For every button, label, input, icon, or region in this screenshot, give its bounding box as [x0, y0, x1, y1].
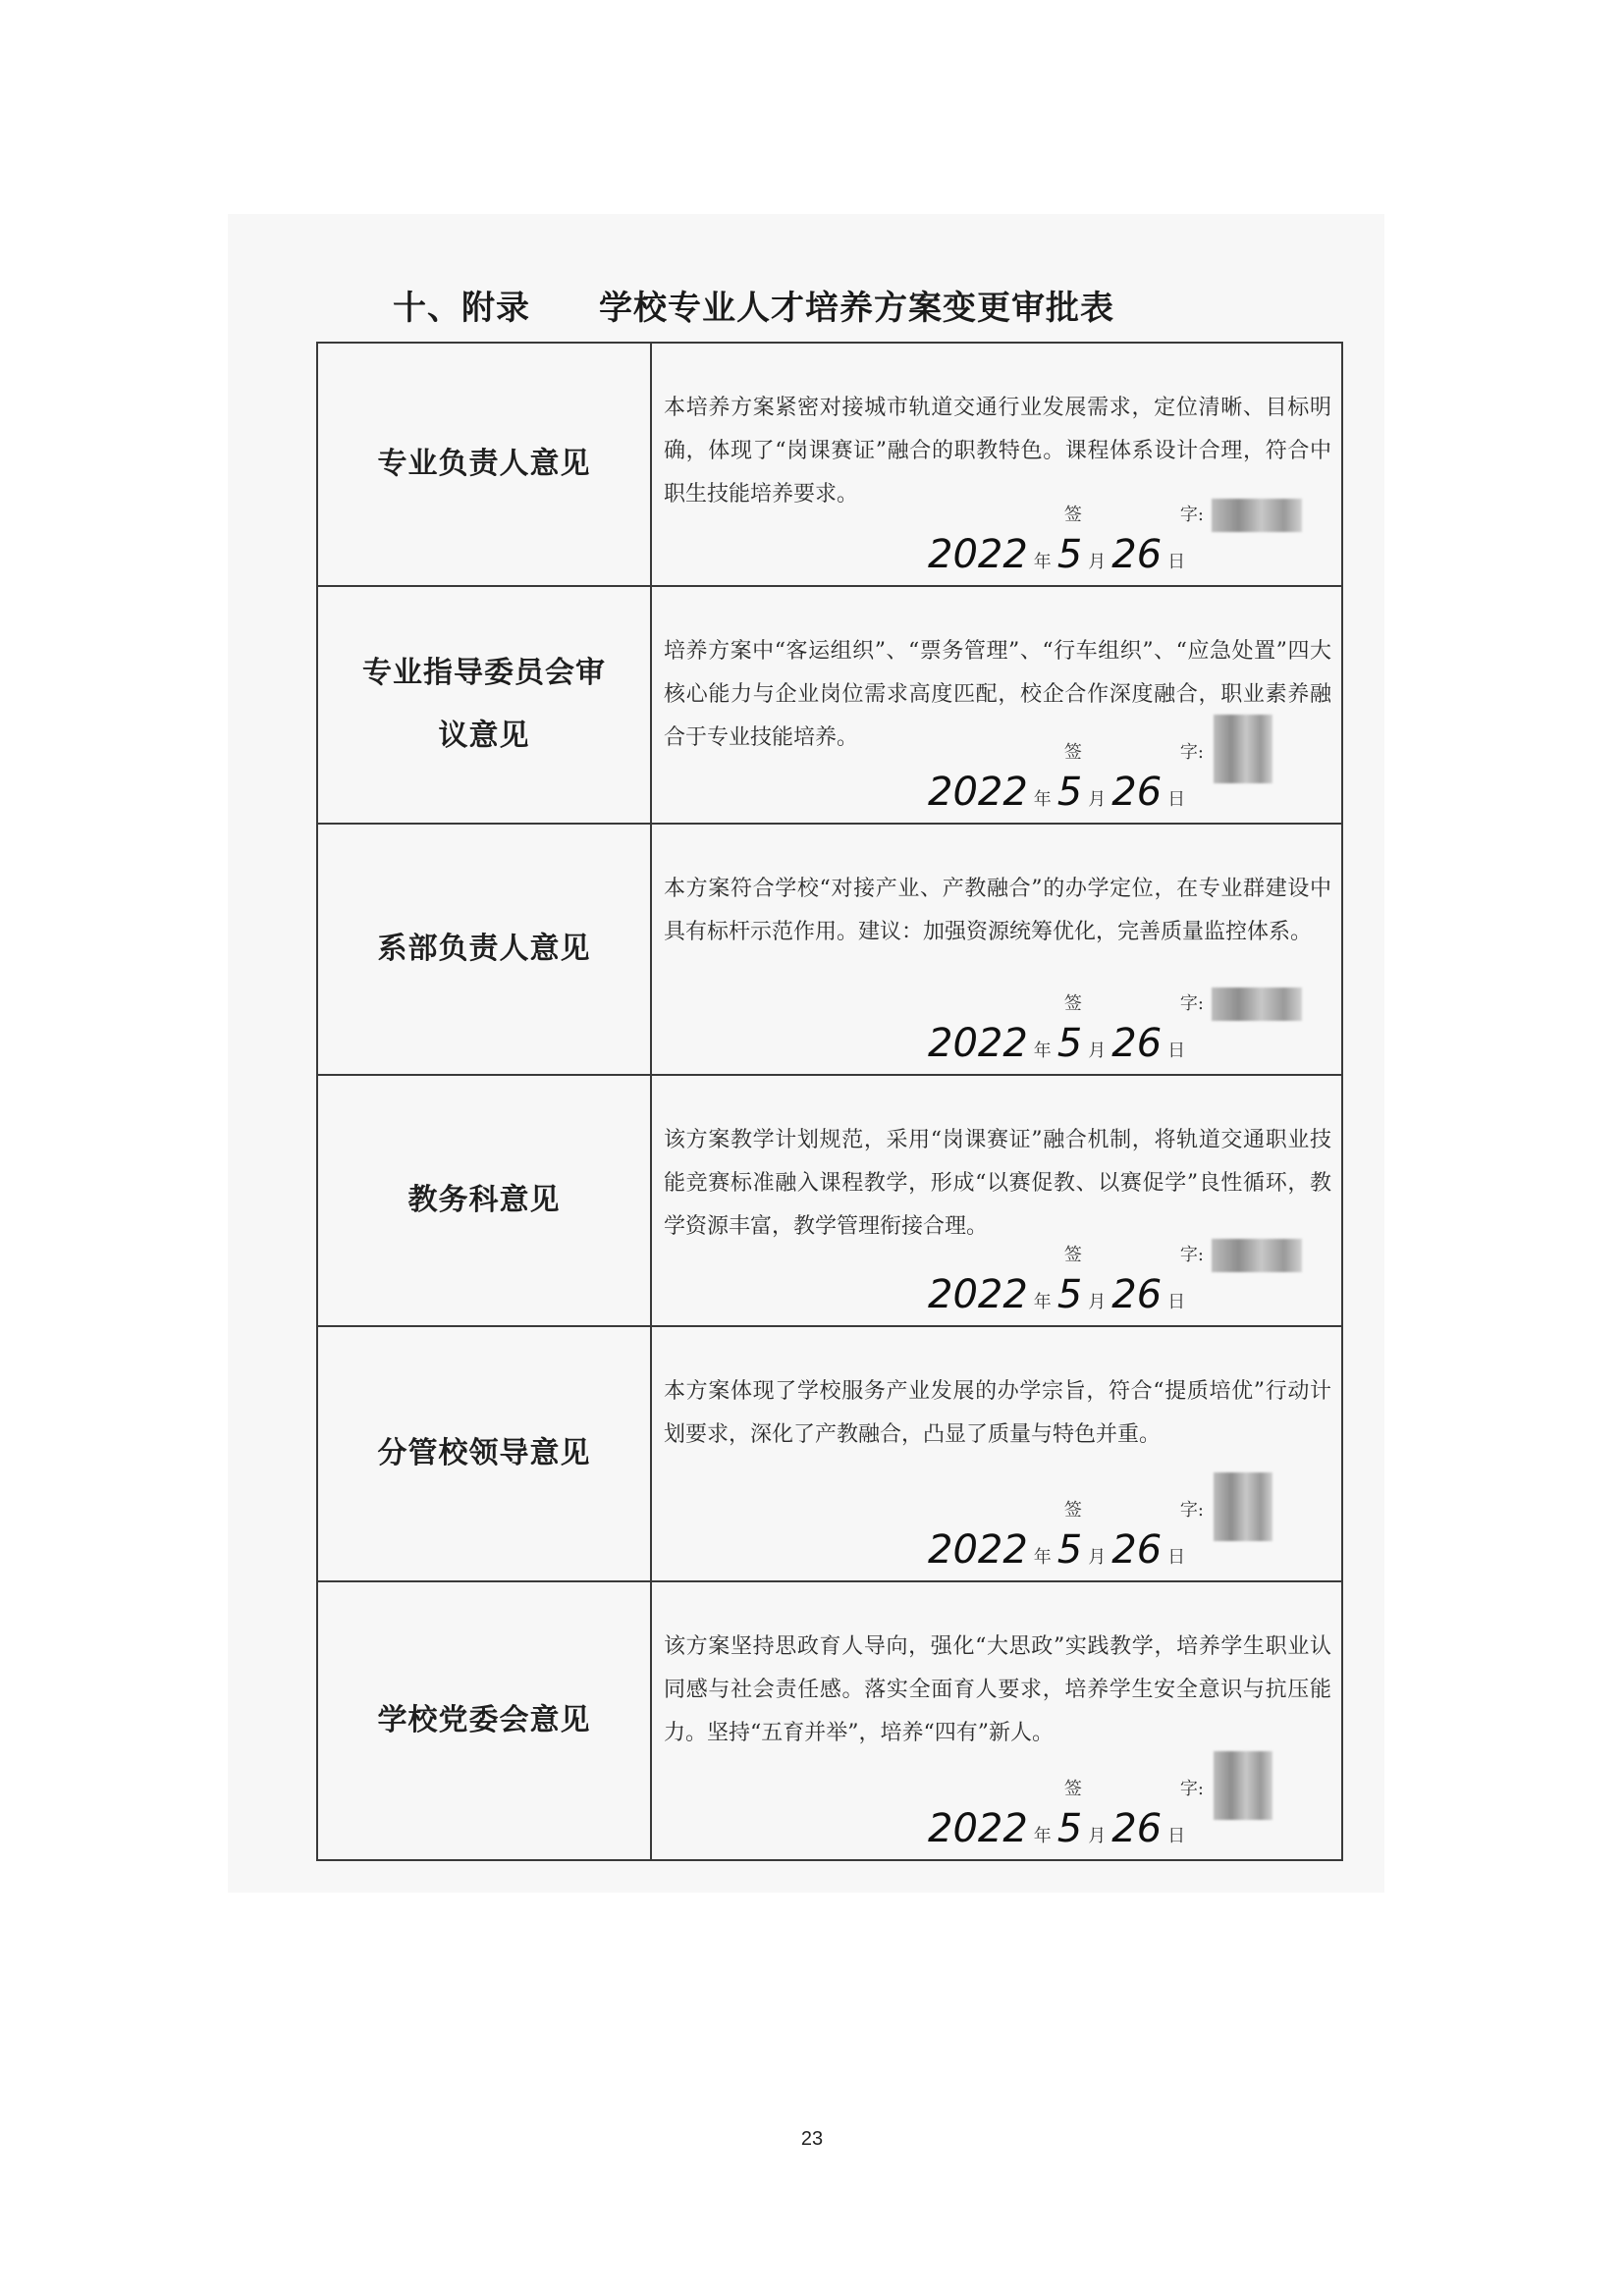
signed-date: 2022 年 5 月 26 日 — [928, 532, 1186, 577]
signature-label: 签 字: — [1063, 742, 1204, 763]
row-content — [651, 824, 1342, 1075]
table-row — [317, 343, 1342, 586]
redacted-signature — [1214, 1751, 1272, 1820]
row-content — [651, 586, 1342, 824]
redacted-signature — [1214, 715, 1272, 783]
table-row — [317, 1075, 1342, 1326]
row-content — [651, 1075, 1342, 1326]
row-label: 系部负责人意见 — [317, 824, 651, 1075]
opinion-text: 该方案坚持思政育人导向，强化“大思政”实践教学，培养学生职业认同感与社会责任感。落实全面育人要求，培养学生安全意识与抗压能力。坚持“五育并举”，培养“四有”新人。 — [664, 1634, 1331, 1745]
signature-label: 签 字: — [1063, 1245, 1204, 1265]
approval-form-table — [316, 342, 1343, 1861]
opinion-text: 本方案符合学校“对接产业、产教融合”的办学定位，在专业群建设中具有标杆示范作用。建议：加强资源统筹优化，完善质量监控体系。 — [664, 877, 1331, 944]
section-heading: 十、附录 — [393, 289, 530, 328]
table-row — [317, 586, 1342, 824]
row-label: 专业负责人意见 — [317, 343, 651, 586]
opinion-text: 该方案教学计划规范，采用“岗课赛证”融合机制，将轨道交通职业技能竞赛标准融入课程教学，形成“以赛促教、以赛促学”良性循环，教学资源丰富，教学管理衔接合理。 — [664, 1128, 1331, 1239]
row-label: 分管校领导意见 — [317, 1326, 651, 1581]
row-label: 教务科意见 — [317, 1075, 651, 1326]
opinion-text: 培养方案中“客运组织”、“票务管理”、“行车组织”、“应急处置”四大核心能力与企业岗位需求高度匹配，校企合作深度融合，职业素养融合于专业技能培养。 — [664, 639, 1331, 750]
row-content — [651, 1326, 1342, 1581]
table-row — [317, 824, 1342, 1075]
row-content — [651, 343, 1342, 586]
signed-date: 2022 年 5 月 26 日 — [928, 1272, 1186, 1317]
opinion-text: 本方案体现了学校服务产业发展的办学宗旨，符合“提质培优”行动计划要求，深化了产教融合，凸显了质量与特色并重。 — [664, 1379, 1331, 1447]
signed-date: 2022 年 5 月 26 日 — [928, 1806, 1186, 1851]
redacted-signature — [1212, 1239, 1302, 1272]
opinion-text: 本培养方案紧密对接城市轨道交通行业发展需求，定位清晰、目标明确，体现了“岗课赛证”融合的职教特色。课程体系设计合理，符合中职生技能培养要求。 — [664, 396, 1331, 507]
signature-label: 签 字: — [1063, 1500, 1204, 1521]
table-row — [317, 1326, 1342, 1581]
redacted-signature — [1212, 499, 1302, 532]
signed-date: 2022 年 5 月 26 日 — [928, 1527, 1186, 1573]
row-label: 学校党委会意见 — [317, 1581, 651, 1860]
signature-label: 签 字: — [1063, 1779, 1204, 1799]
signed-date: 2022 年 5 月 26 日 — [928, 770, 1186, 815]
redacted-signature — [1212, 988, 1302, 1021]
page-title — [393, 285, 1276, 332]
signed-date: 2022 年 5 月 26 日 — [928, 1021, 1186, 1066]
signature-label: 签 字: — [1063, 505, 1204, 525]
signature-label: 签 字: — [1063, 993, 1204, 1014]
table-row — [317, 1581, 1342, 1860]
page-number: 23 — [800, 2128, 824, 2150]
row-content — [651, 1581, 1342, 1860]
redacted-signature — [1214, 1472, 1272, 1541]
row-label: 专业指导委员会审议意见 — [317, 586, 651, 824]
form-title: 学校专业人才培养方案变更审批表 — [599, 289, 1114, 328]
